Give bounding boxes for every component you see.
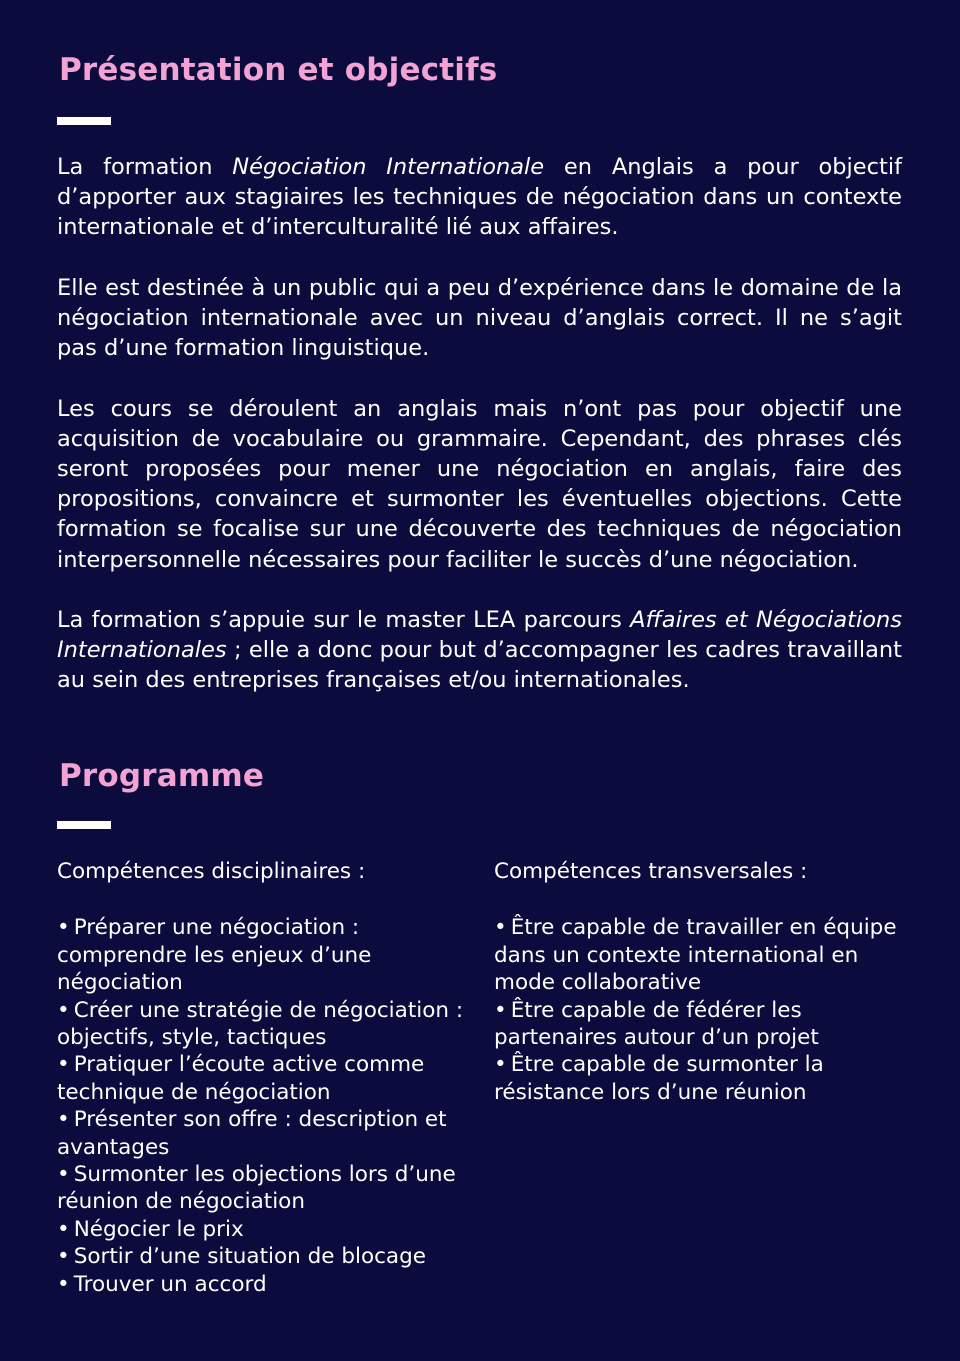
list-item <box>494 1051 914 1106</box>
list-item-text: Être capable de travailler en équipe dans un contexte international en mode collaborative <box>494 915 897 996</box>
list-item-text: Pratiquer l’écoute active comme technique de négociation <box>57 1052 425 1105</box>
list-item-text: Surmonter les objections lors d’une réunion de négociation <box>57 1162 456 1215</box>
list-item-text: Trouver un accord <box>73 1271 267 1297</box>
paragraph-master <box>57 605 902 696</box>
title-underline-bar <box>57 117 111 125</box>
disciplinary-skills-column <box>57 857 477 1298</box>
paragraph-text: en Anglais a pour objectif d’apporter aux stagiaires les techniques de négociation dans un contexte internationale et d’interculturalité lié aux affaires. <box>57 154 902 241</box>
bullet-icon: • <box>57 1244 70 1270</box>
list-item <box>57 1106 477 1161</box>
title-underline-bar <box>57 821 111 829</box>
bullet-icon: • <box>57 1107 70 1133</box>
transversal-skills-list <box>494 914 914 1106</box>
list-item <box>57 1051 477 1106</box>
transversal-skills-column <box>494 857 914 1106</box>
bullet-icon: • <box>57 1162 70 1188</box>
bullet-icon: • <box>494 1052 507 1078</box>
list-item <box>57 1161 477 1216</box>
list-item-text: Présenter son offre : description et avantages <box>57 1107 447 1160</box>
section-title-presentation: Présentation et objectifs <box>59 52 498 88</box>
list-item <box>57 1271 477 1298</box>
paragraph-courses: Les cours se déroulent an anglais mais n’ont pas pour objectif une acquisition de vocabulaire ou grammaire. Cependant, des phrases clés seront proposées pour mener une négociation en anglais, faire des propositions, convaincre et surmonter les éventuelles objections. Cette formation se focalise sur une découverte des techniques de négociation interpersonnelle nécessaires pour faciliter le succès d’une négociation. <box>57 395 902 573</box>
list-item-text: Être capable de fédérer les partenaires autour d’un projet <box>494 997 819 1051</box>
disciplinary-skills-list <box>57 914 477 1298</box>
presentation-body <box>57 152 902 726</box>
list-item <box>57 914 477 996</box>
list-item <box>57 1216 477 1243</box>
paragraph-text: La formation <box>57 154 233 180</box>
bullet-icon: • <box>57 915 70 941</box>
paragraph-audience: Elle est destinée à un public qui a peu d’expérience dans le domaine de la négociation internationale avec un niveau d’anglais correct. Il ne s’agit pas d’une formation linguistique. <box>57 274 902 362</box>
list-item <box>494 914 914 996</box>
paragraph-text: ; elle a donc pour but d’accompagner les cadres travaillant au sein des entreprises françaises et/ou internationales. <box>57 637 902 694</box>
master-track-emphasis: Affaires et Négociations Internationales <box>57 607 902 664</box>
list-item-text: Négocier le prix <box>73 1216 244 1242</box>
bullet-icon: • <box>57 997 70 1023</box>
list-item-text: Être capable de surmonter la résistance lors d’une réunion <box>494 1052 824 1105</box>
column-heading: Compétences disciplinaires : <box>57 859 366 884</box>
section-title-programme: Programme <box>59 758 265 794</box>
bullet-icon: • <box>57 1052 70 1078</box>
list-item <box>57 997 477 1052</box>
list-item <box>57 1243 477 1270</box>
list-item-text: Sortir d’une situation de blocage <box>73 1244 426 1270</box>
paragraph-objective <box>57 152 902 243</box>
bullet-icon: • <box>494 997 507 1023</box>
list-item-text: Préparer une négociation : comprendre les enjeux d’une négociation <box>57 915 372 996</box>
column-heading: Compétences transversales : <box>494 859 808 884</box>
course-title-emphasis: Négociation Internationale <box>232 154 545 180</box>
bullet-icon: • <box>57 1271 70 1297</box>
bullet-icon: • <box>494 915 507 941</box>
list-item <box>494 997 914 1052</box>
paragraph-text: La formation s’appuie sur le master LEA parcours <box>57 607 631 633</box>
list-item-text: Créer une stratégie de négociation : objectifs, style, tactiques <box>57 997 464 1051</box>
bullet-icon: • <box>57 1216 70 1242</box>
